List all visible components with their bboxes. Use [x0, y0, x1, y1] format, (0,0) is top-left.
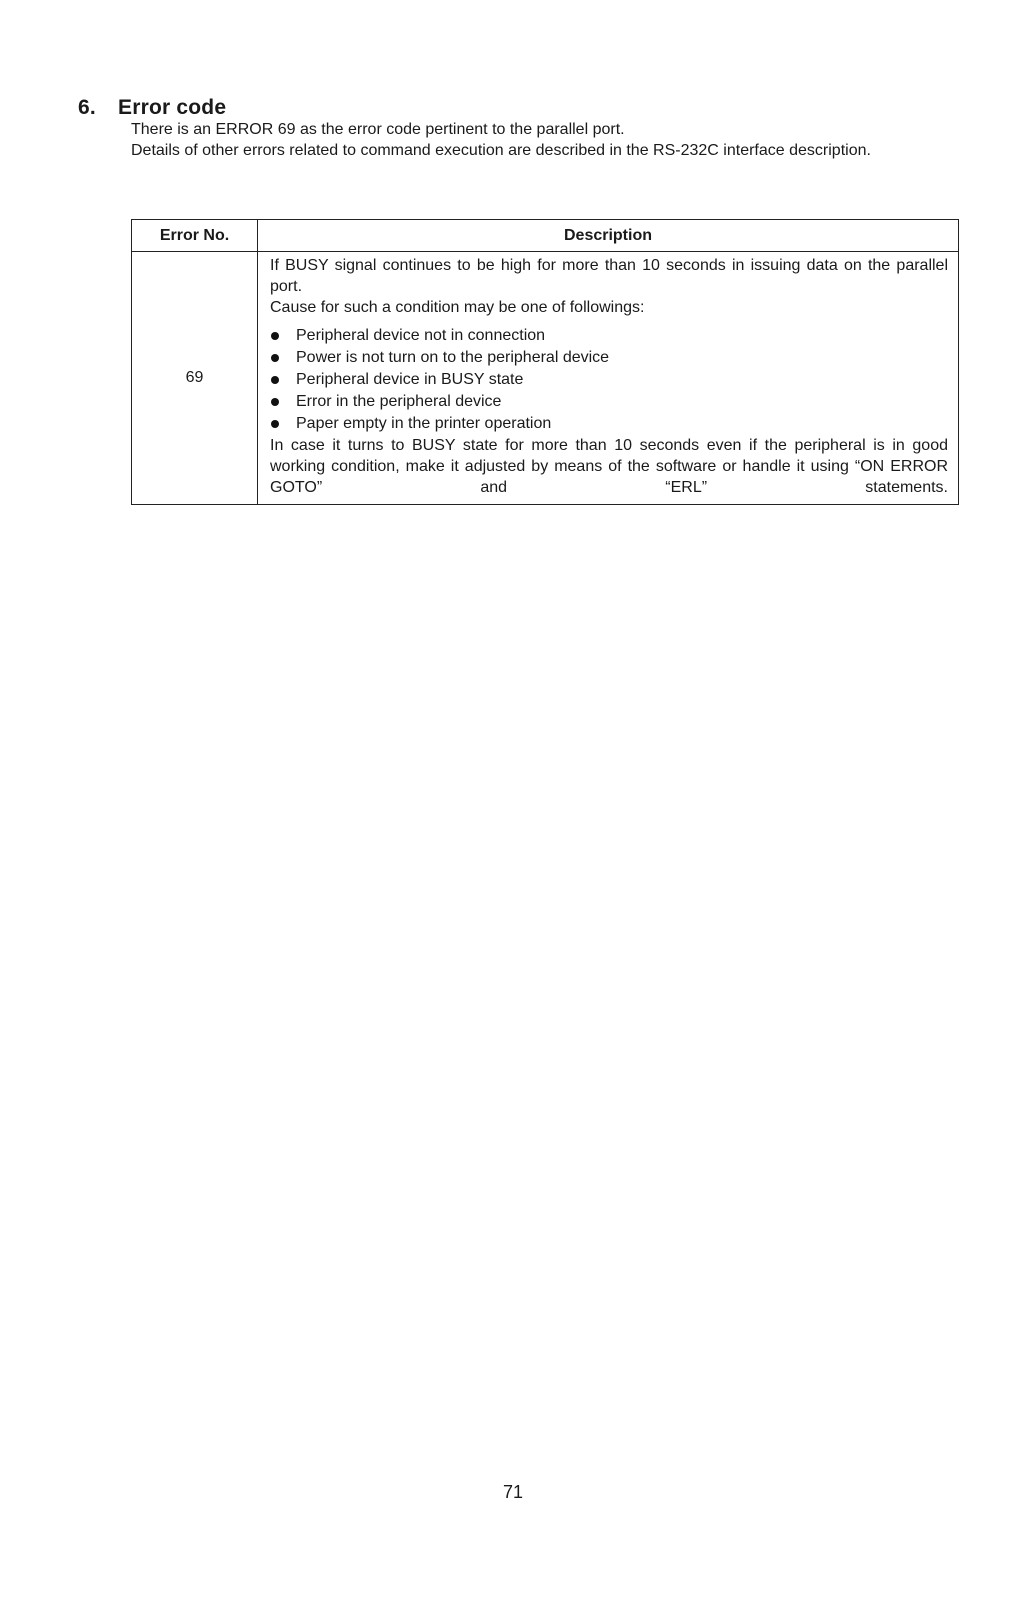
list-item: [270, 413, 948, 435]
section-title: Error code: [118, 96, 227, 119]
list-item: [270, 325, 948, 347]
bullet-icon: [271, 420, 279, 428]
cause-list: [270, 325, 948, 435]
list-item: [270, 391, 948, 413]
section-number: 6.: [78, 96, 96, 119]
bullet-icon: [271, 398, 279, 406]
section-heading: [78, 96, 226, 120]
bullet-icon: [271, 354, 279, 362]
description-intro: If BUSY signal continues to be high for more than 10 seconds in issuing data on the parallel port.: [270, 257, 948, 295]
description-remedy: In case it turns to BUSY state for more than 10 seconds even if the peripheral is in good working condition, make it adjusted by means of the software or handle it using “ON ERROR GOTO” and “ERL” statements.: [270, 437, 948, 496]
header-description: Description: [258, 220, 959, 252]
description-cell: [258, 252, 959, 505]
error-code-table: [131, 219, 959, 505]
table-row: [132, 252, 959, 505]
intro-paragraph: [131, 119, 957, 161]
list-item-text: Paper empty in the printer operation: [296, 415, 552, 432]
header-error-no: Error No.: [132, 220, 258, 252]
list-item: [270, 347, 948, 369]
intro-line-2: Details of other errors related to command execution are described in the RS-232C interface description.: [131, 142, 871, 159]
bullet-icon: [271, 332, 279, 340]
list-item-text: Error in the peripheral device: [296, 393, 502, 410]
page-number: 71: [502, 1482, 524, 1502]
list-item-text: Power is not turn on to the peripheral device: [296, 349, 610, 366]
error-number-cell: 69: [132, 252, 258, 505]
list-item: [270, 369, 948, 391]
bullet-icon: [271, 376, 279, 384]
intro-line-1: There is an ERROR 69 as the error code pertinent to the parallel port.: [131, 121, 625, 138]
table-header-row: [132, 220, 959, 252]
description-cause: Cause for such a condition may be one of followings:: [270, 299, 645, 316]
list-item-text: Peripheral device in BUSY state: [296, 371, 524, 388]
list-item-text: Peripheral device not in connection: [296, 327, 546, 344]
